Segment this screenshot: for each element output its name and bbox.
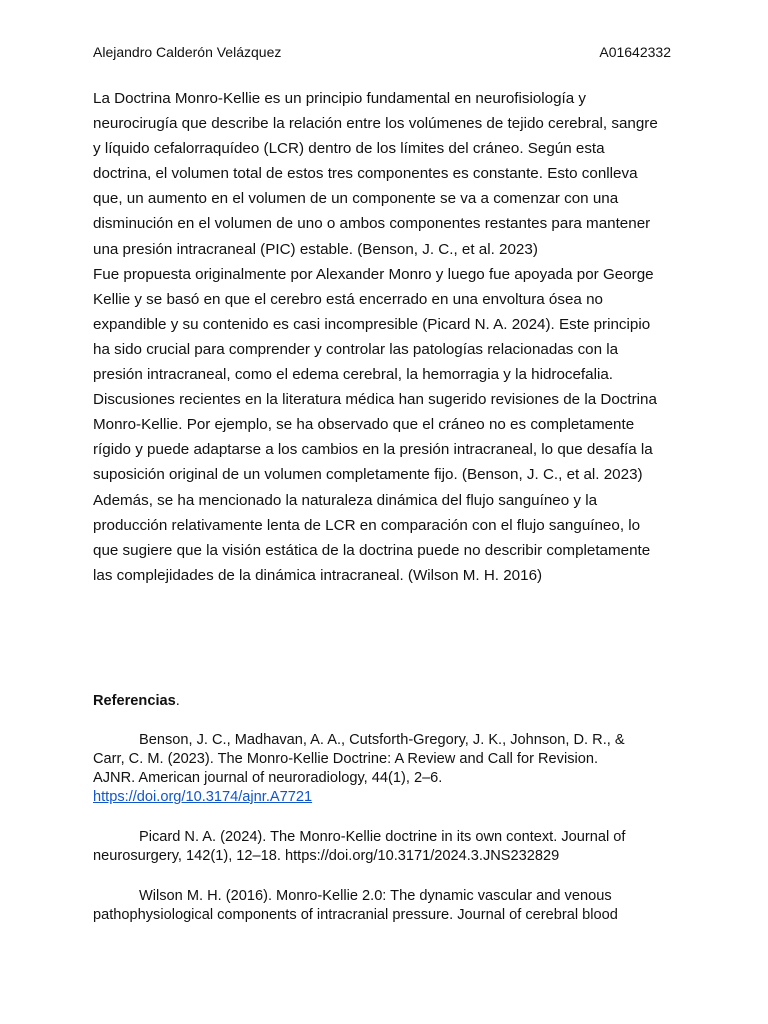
reference-line: Wilson M. H. (2016). Monro-Kellie 2.0: The dynamic vascular and venous	[139, 888, 612, 904]
body-line: Discusiones recientes en la literatura médica han sugerido revisiones de la Doctrina	[93, 391, 657, 409]
references-title: Referencias	[93, 693, 176, 709]
reference-line: Carr, C. M. (2023). The Monro-Kellie Doctrine: A Review and Call for Revision.	[93, 751, 599, 767]
reference-entry	[93, 731, 683, 807]
body-paragraphs	[93, 86, 683, 588]
student-id: A01642332	[599, 44, 671, 60]
body-line: Monro-Kellie. Por ejemplo, se ha observado que el cráneo no es completamente	[93, 416, 635, 434]
references-heading	[93, 692, 683, 711]
body-line: las complejidades de la dinámica intracraneal. (Wilson M. H. 2016)	[93, 566, 543, 584]
body-line: que, un aumento en el volumen de un componente se va a comenzar con una	[93, 190, 619, 208]
body-line: expandible y su contenido es casi incompresible (Picard N. A. 2024). Este principio	[93, 315, 651, 333]
reference-doi-link[interactable]: https://doi.org/10.3174/ajnr.A7721	[93, 789, 313, 805]
references-title-suffix: .	[175, 693, 180, 709]
author-name: Alejandro Calderón Velázquez	[93, 44, 282, 60]
body-line: Kellie y se basó en que el cerebro está encerrado en una envoltura ósea no	[93, 290, 603, 308]
body-line: doctrina, el volumen total de estos tres componentes es constante. Esto conlleva	[93, 165, 638, 183]
body-line: que sugiere que la visión estática de la doctrina puede no describir completamente	[93, 541, 651, 559]
body-line: producción relativamente lenta de LCR en comparación con el flujo sanguíneo, lo	[93, 516, 641, 534]
references-section	[93, 692, 683, 946]
reference-line: AJNR. American journal of neuroradiology, 44(1), 2–6.	[93, 770, 443, 786]
body-line: suposición original de un volumen completamente fijo. (Benson, J. C., et al. 2023)	[93, 466, 643, 484]
body-line: neurocirugía que describe la relación entre los volúmenes de tejido cerebral, sangre	[93, 115, 658, 133]
body-line: Fue propuesta originalmente por Alexander Monro y luego fue apoyada por George	[93, 265, 654, 283]
reference-line: Picard N. A. (2024). The Monro-Kellie doctrine in its own context. Journal of	[139, 829, 626, 845]
reference-line: pathophysiological components of intracranial pressure. Journal of cerebral blood	[93, 907, 618, 923]
body-line: disminución en el volumen de uno o ambos componentes restantes para mantener	[93, 215, 651, 233]
body-line: Además, se ha mencionado la naturaleza dinámica del flujo sanguíneo y la	[93, 491, 598, 509]
reference-entry	[93, 887, 683, 925]
body-line: ha sido crucial para comprender y controlar las patologías relacionadas con la	[93, 340, 619, 358]
body-line: una presión intracraneal (PIC) estable. (Benson, J. C., et al. 2023)	[93, 240, 538, 258]
body-line: La Doctrina Monro-Kellie es un principio fundamental en neurofisiología y	[93, 90, 587, 107]
body-line: rígido y puede adaptarse a los cambios en la presión intracraneal, lo que desafía la	[93, 441, 653, 459]
body-line: y líquido cefalorraquídeo (LCR) dentro de los límites del cráneo. Según esta	[93, 140, 605, 158]
reference-line: neurosurgery, 142(1), 12–18. https://doi.org/10.3171/2024.3.JNS232829	[93, 848, 560, 864]
reference-entry	[93, 828, 683, 866]
page-header	[93, 43, 671, 61]
body-line: presión intracraneal, como el edema cerebral, la hemorragia y la hidrocefalia.	[93, 366, 614, 384]
reference-line: Benson, J. C., Madhavan, A. A., Cutsforth-Gregory, J. K., Johnson, D. R., &	[139, 732, 625, 748]
